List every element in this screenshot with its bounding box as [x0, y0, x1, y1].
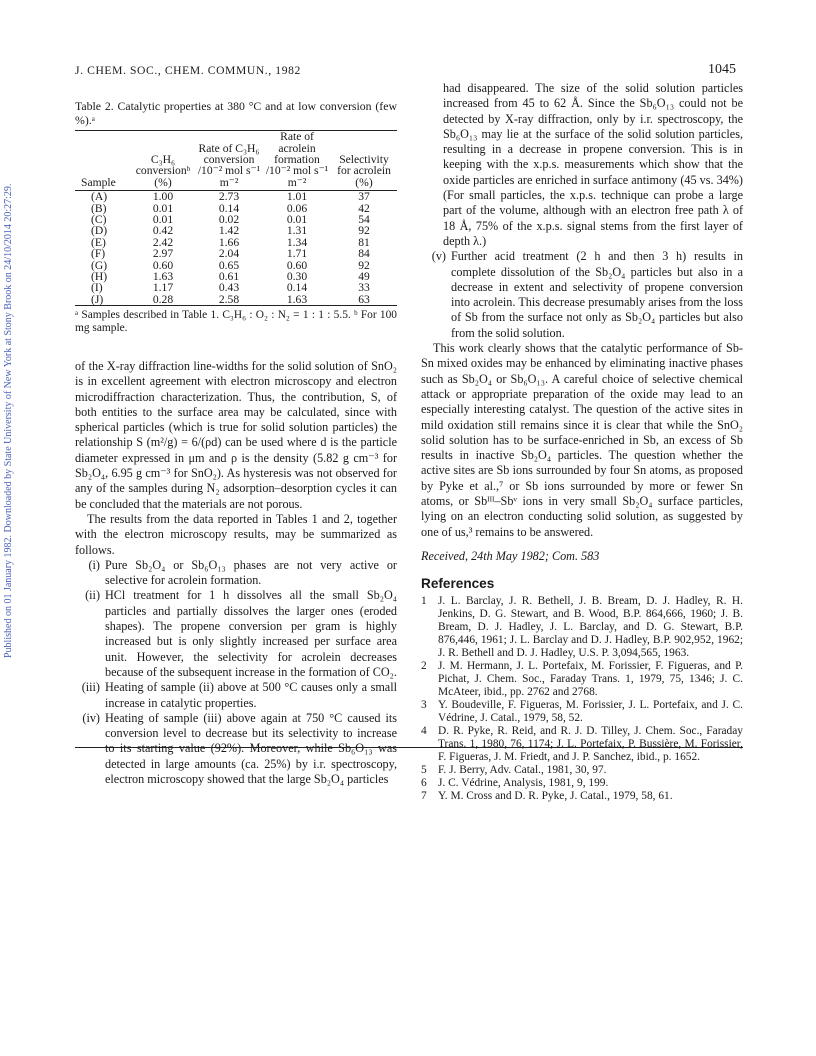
table-cell: 0.06	[286, 201, 308, 215]
paragraph: The results from the data reported in Tables 1 and 2, together with the electron microscopy results, may be summarized as follows.	[75, 511, 397, 557]
table-cell: 0.14	[286, 281, 308, 295]
reference-item: 4 D. R. Pyke, R. Reid, and R. J. D. Tilley, J. Chem. Soc., Faraday Trans. 1, 1980, 76, 1174; J. L. Portefaix, P. Bussière, M. Forissier, F. Figueras, J. M. Friedt, and J. P. Sanchez, ibid., p. 1652.	[421, 724, 743, 763]
table-footnote: ᵃ Samples described in Table 1. C₃H₆ : O₂ : N₂ = 1 : 1 : 5.5. ᵇ For 100 mg sample.	[75, 309, 397, 335]
table-cell: 0.60	[286, 258, 308, 272]
paragraph: of the X-ray diffraction line-widths for the solid solution of SnO₂ is in excellent agreement with electron microscopy and electron microdiffraction characterization. Thus, the contribution, S, of both entities to the surface area may be calculated, since with spherical particles (which is true for solid solution particles) the relationship S (m²/g) = 6/(ρd) can be used where d is the particle diameter expressed in μm and ρ is the density (5.82 g cm⁻³ for Sb₂O₄, 6.95 g cm⁻³ for SnO₂). As hysteresis was not observed for any of the samples during N₂ adsorption–desorption cycles it can be concluded that the materials are not porous.	[75, 359, 397, 511]
references-heading: References	[421, 576, 495, 592]
table-cell: 2.42	[152, 235, 174, 249]
table-cell: (D)	[91, 224, 108, 238]
table-cell: 0.01	[286, 213, 308, 227]
table-cell: (F)	[91, 247, 106, 261]
table-cell: (B)	[91, 201, 107, 215]
reference-item: 3 Y. Boudeville, F. Figueras, M. Forissier, J. L. Portefaix, and J. C. Védrine, J. Catal., 1979, 58, 52.	[421, 698, 743, 724]
table-header: Rate of C₃H₆ conversion /10⁻² mol s⁻¹ m⁻²	[197, 141, 261, 189]
table-cell: 33	[358, 281, 370, 295]
table-cell: 37	[358, 190, 370, 204]
table-cell: 92	[358, 224, 370, 238]
page-number: 1045	[708, 62, 736, 77]
table-cell: 1.01	[286, 190, 308, 204]
table-cell: (C)	[91, 213, 107, 227]
table-cell: (I)	[91, 281, 103, 295]
table-row	[75, 294, 397, 306]
table-row	[75, 248, 397, 259]
table-cell: 81	[358, 235, 370, 249]
table-cell: 1.71	[286, 247, 308, 261]
list-item: (v) Further acid treatment (2 h and then 3 h) results in complete dissolution of the Sb₂O₄ particles but also in a decrease in extent and selectivity of propene conversion into acrolein. This decrease presumably arises from the loss of Sb from the surface not only as Sb₂O₄ particles but also from the solid solution.	[431, 249, 743, 340]
table-cell: 1.42	[218, 224, 240, 238]
reference-item: 5 F. J. Berry, Adv. Catal., 1981, 30, 97.	[421, 763, 607, 776]
table-cell: 1.00	[152, 190, 174, 204]
table-cell: 2.58	[218, 292, 240, 306]
reference-item: 6 J. C. Védrine, Analysis, 1981, 9, 199.	[421, 776, 609, 789]
table-header: Sample	[81, 175, 116, 189]
table-cell: 0.28	[152, 292, 174, 306]
table-cell: 0.14	[218, 201, 240, 215]
paragraph: had disappeared. The size of the solid solution particles increased from 45 to 62 Å. Since the Sb₆O₁₃ could not be detected by X-ray diffraction, only by i.r. spectroscopy, the Sb₆O₁₃ may lie at the surface of the solid solution particles, resulting in a decrease in propene conversion. This is in keeping with the x.p.s. measurements which show that the oxide particles are enriched in surface antimony (45 vs. 34%) (For small particles, the x.p.s. technique can probe a large part of the volume, although with an electron free path λ of 18 Å, 75% of the x.p.s. signal stems from the first layer of depth λ.)	[443, 81, 743, 248]
table-cell: 1.63	[286, 292, 308, 306]
table-cell: 0.02	[218, 213, 240, 227]
table-cell: 63	[358, 292, 370, 306]
table-header: Rate of acrolein formation /10⁻² mol s⁻¹ m⁻²	[265, 130, 329, 189]
table-cell: 0.30	[286, 270, 308, 284]
table-cell: 0.01	[152, 213, 174, 227]
table-cell: (E)	[91, 235, 106, 249]
table-cell: 2.73	[218, 190, 240, 204]
table-cell: 1.63	[152, 270, 174, 284]
paragraph: This work clearly shows that the catalytic performance of Sb-Sn mixed oxides may be enhanced by eliminating inactive phases such as Sb₂O₄ or Sb₆O₁₃. A careful choice of selective chemical attack or appropriate preparation of the oxide may lead to an especially interesting catalyst. The question of the active sites in mild oxidation still remains since it is clear that while the SnO₂ solid solution has to be surface-enriched in Sb, an excess of Sb results in inactive Sb₂O₄ particles. The question whether the active sites are Sb ions surrounded by four Sn atoms, as proposed by Pyke et al.,⁷ or Sb ions surrounded by more or fewer Sn atoms, or Sbᴵᴵᴵ–Sbᵛ ions in very small Sb₂O₄ surface particles, lying on an electron conducting solid solution, as suggested by one of us,³ remains to be answered.	[421, 341, 743, 539]
table-cell: 1.34	[286, 235, 308, 249]
catalytic-properties-table	[75, 130, 397, 306]
download-note: Published on 01 January 1982. Downloaded by State University of New York at Stony Brook on 24/10/2014 20:27:29.	[3, 183, 14, 658]
table-header: C₃H₆ conversionᵇ (%)	[135, 153, 191, 189]
list-item: (iii) Heating of sample (ii) above at 500 °C causes only a small increase in catalytic properties.	[81, 680, 397, 710]
running-header: J. CHEM. SOC., CHEM. COMMUN., 1982	[75, 64, 301, 77]
table-cell: 2.04	[218, 247, 240, 261]
left-body	[75, 359, 397, 787]
table-cell: 42	[358, 201, 370, 215]
table-cell: 0.43	[218, 281, 240, 295]
table-cell: 2.97	[152, 247, 174, 261]
left-column	[75, 100, 397, 335]
table-cell: (H)	[91, 270, 108, 284]
table-cell: 49	[358, 270, 370, 284]
reference-item: 7 Y. M. Cross and D. R. Pyke, J. Catal., 1979, 58, 61.	[421, 789, 673, 802]
table-row	[75, 191, 397, 203]
download-watermark	[3, 118, 17, 658]
list-item: (i) Pure Sb₂O₄ or Sb₆O₁₃ phases are not very active or selective for acrolein formation.	[88, 557, 397, 588]
references-list	[421, 595, 743, 803]
table-cell: (J)	[91, 292, 104, 306]
table-cell: 54	[358, 213, 370, 227]
table-cell: 0.01	[152, 201, 174, 215]
table-cell: 0.65	[218, 258, 240, 272]
table-cell: 1.66	[218, 235, 240, 249]
table-cell: 0.42	[152, 224, 174, 238]
table-header: Selectivity for acrolein (%)	[337, 153, 391, 189]
reference-item: 2 J. M. Hermann, J. L. Portefaix, M. Forissier, F. Figueras, and P. Pichat, J. Chem. Soc., Faraday Trans. 1, 1979, 75, 1346; J. C. McAteer, ibid., pp. 2762 and 2768.	[421, 659, 743, 698]
table-header-row	[75, 131, 397, 191]
bottom-rule	[75, 747, 743, 748]
table-cell: (G)	[91, 258, 108, 272]
table-cell: 0.60	[152, 258, 174, 272]
table-cell: 84	[358, 247, 370, 261]
table-cell: (A)	[91, 190, 108, 204]
table-cell: 1.31	[286, 224, 308, 238]
received-date: Received, 24th May 1982; Com. 583	[421, 548, 600, 563]
table-cell: 0.61	[218, 270, 240, 284]
right-column	[421, 81, 743, 803]
table-cell: 1.17	[152, 281, 174, 295]
list-item: (iv) Heating of sample (iii) above again at 750 °C caused its conversion level to decrease but its selectivity to increase to its starting value (92%). Moreover, while Sb₆O₁₃ was detected in large amounts (ca. 25%) by i.r. spectroscopy, electron microscopy showed that the large Sb₂O₄ particles	[82, 710, 397, 787]
reference-item: 1 J. L. Barclay, J. R. Bethell, J. B. Bream, D. J. Hadley, R. H. Jenkins, D. G. Stewart, and B. Wood, B.P. 864,666, 1960; J. B. Bream, D. J. Hadley, J. L. Barclay, and D. G. Stewart, B.P. 876,446, 1961; J. L. Barclay and D. J. Hadley, B.P. 902,952, 1962; J. R. Bethell and D. J. Hadley, U.S. P. 3,094,565, 1963.	[421, 594, 743, 659]
table-caption: Table 2. Catalytic properties at 380 °C and at low conversion (few %).ᵃ	[75, 99, 397, 127]
list-item: (ii) HCl treatment for 1 h dissolves all the small Sb₂O₄ particles and partially dissolves the larger ones (eroded shapes). The propene conversion per gram is highly increased but is only slightly increased per surface area unit. However, the selectivity for acrolein decreases because of the subsequent increase in the formation of CO₂.	[85, 588, 397, 679]
table-cell: 92	[358, 258, 370, 272]
